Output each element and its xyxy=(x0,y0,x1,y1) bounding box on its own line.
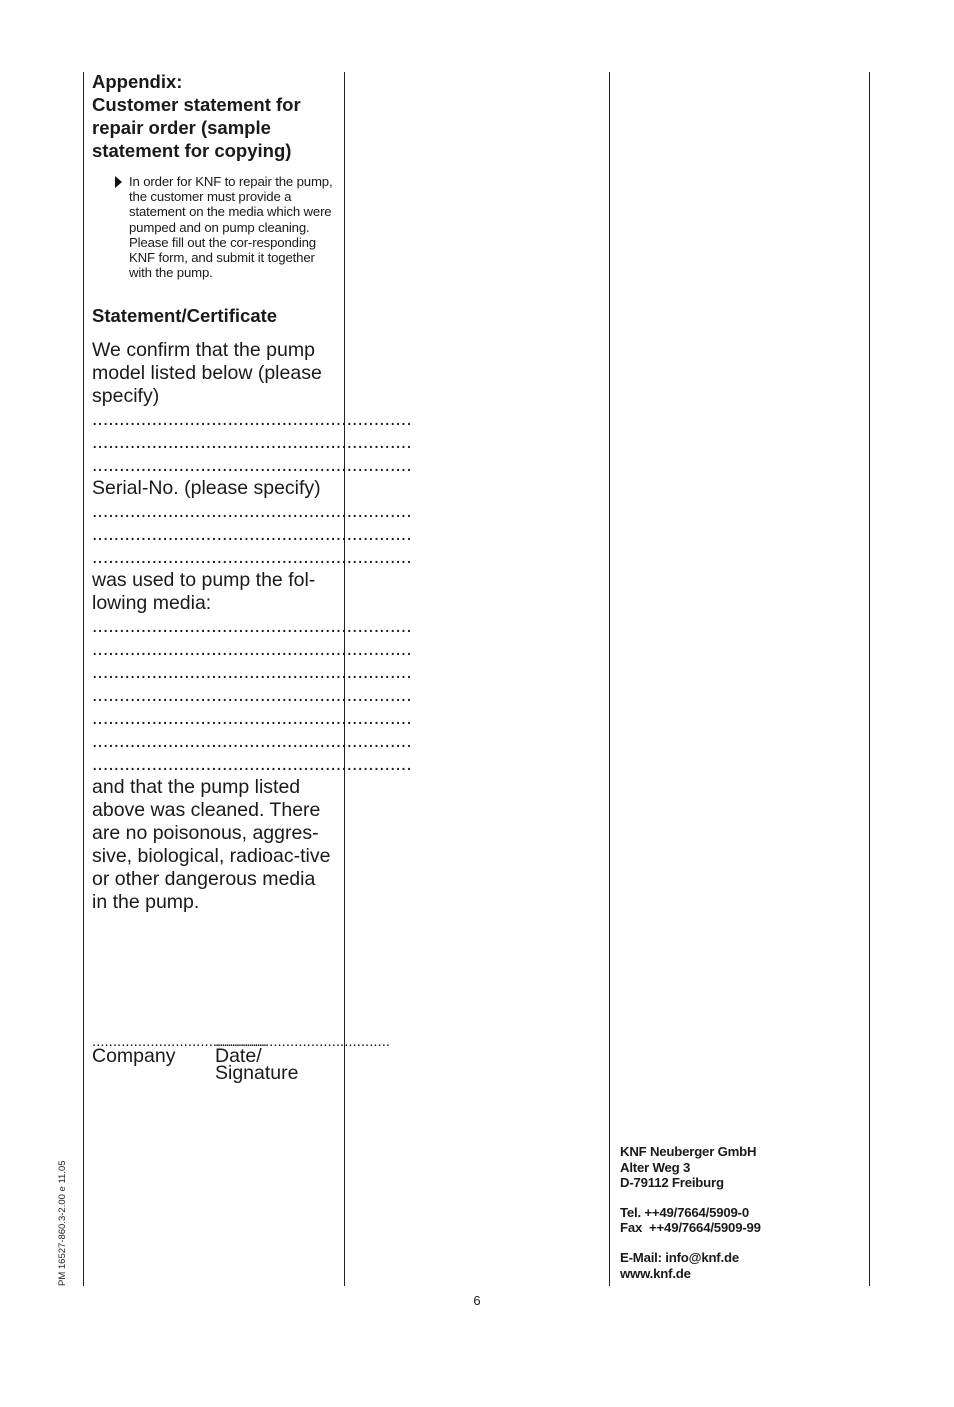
serial-text: Serial-No. (please specify) xyxy=(92,477,321,500)
company-fill-line[interactable]: .......................................... xyxy=(92,1033,268,1050)
company-address xyxy=(620,1144,761,1281)
website[interactable]: www.knf.de xyxy=(620,1265,691,1281)
serial-fill-line[interactable]: ........................................................... xyxy=(92,546,412,569)
company-label: Company xyxy=(92,1045,176,1067)
date-signature-fill-line[interactable]: .......................................... xyxy=(215,1033,391,1050)
column-rule-3 xyxy=(609,72,610,1286)
spacer xyxy=(620,1191,761,1205)
media-fill-line[interactable]: ........................................................... xyxy=(92,753,412,776)
media-fill-line[interactable]: ........................................................... xyxy=(92,638,412,661)
city: D-79112 Freiburg xyxy=(620,1175,724,1191)
repair-note xyxy=(92,174,334,280)
media-fill-line[interactable]: ........................................................... xyxy=(92,615,412,638)
media-fill-line[interactable]: ........................................................... xyxy=(92,661,412,684)
heading-line: statement for copying) xyxy=(92,140,292,161)
model-fill-line[interactable]: ........................................................... xyxy=(92,454,412,477)
media-text: was used to pump the fol-lowing media: xyxy=(92,569,316,615)
serial-fill-line[interactable]: ........................................................... xyxy=(92,523,412,546)
confirm-text: We confirm that the pump model listed below (please specify) xyxy=(92,339,322,408)
model-fill-line[interactable]: ........................................................... xyxy=(92,431,412,454)
date-signature-label: Date/ Signature xyxy=(215,1045,299,1084)
serial-fill-line[interactable]: ........................................................... xyxy=(92,500,412,523)
cleaned-text: and that the pump listed above was cleaned. There are no poisonous, aggres-sive, biological, radioac-tive or other dangerous media in the pump. xyxy=(92,776,331,914)
triangle-bullet-icon xyxy=(115,176,122,188)
heading-line: repair order (sample xyxy=(92,117,271,138)
heading-line: Customer statement for xyxy=(92,94,301,115)
repair-note-text: In order for KNF to repair the pump, the customer must provide a statement on the media which were pumped and on pump cleaning. Please fill out the cor-responding KNF form, and submit it together with the pump. xyxy=(129,174,333,281)
media-fill-line[interactable]: ........................................................... xyxy=(92,684,412,707)
page-number: 6 xyxy=(473,1293,481,1308)
column-rule-1 xyxy=(83,72,84,1286)
email[interactable]: E-Mail: info@knf.de xyxy=(620,1249,739,1265)
column-rule-4 xyxy=(869,72,870,1286)
document-code: PM 16527-860.3-2.00 e 11.05 xyxy=(57,1160,68,1286)
company-name: KNF Neuberger GmbH xyxy=(620,1144,757,1159)
media-fill-line[interactable]: ........................................................... xyxy=(92,730,412,753)
media-fill-line[interactable]: ........................................................... xyxy=(92,707,412,730)
statement-title: Statement/Certificate xyxy=(92,305,278,327)
spacer xyxy=(620,1236,761,1250)
telephone: Tel. ++49/7664/5909-0 xyxy=(620,1204,750,1220)
signature-row xyxy=(92,1033,391,1094)
appendix-heading xyxy=(92,70,334,162)
street: Alter Weg 3 xyxy=(620,1159,691,1175)
fax: Fax ++49/7664/5909-99 xyxy=(620,1220,761,1236)
heading-line: Appendix: xyxy=(92,71,183,92)
statement-column xyxy=(92,71,412,914)
model-fill-line[interactable]: ........................................................... xyxy=(92,408,412,431)
